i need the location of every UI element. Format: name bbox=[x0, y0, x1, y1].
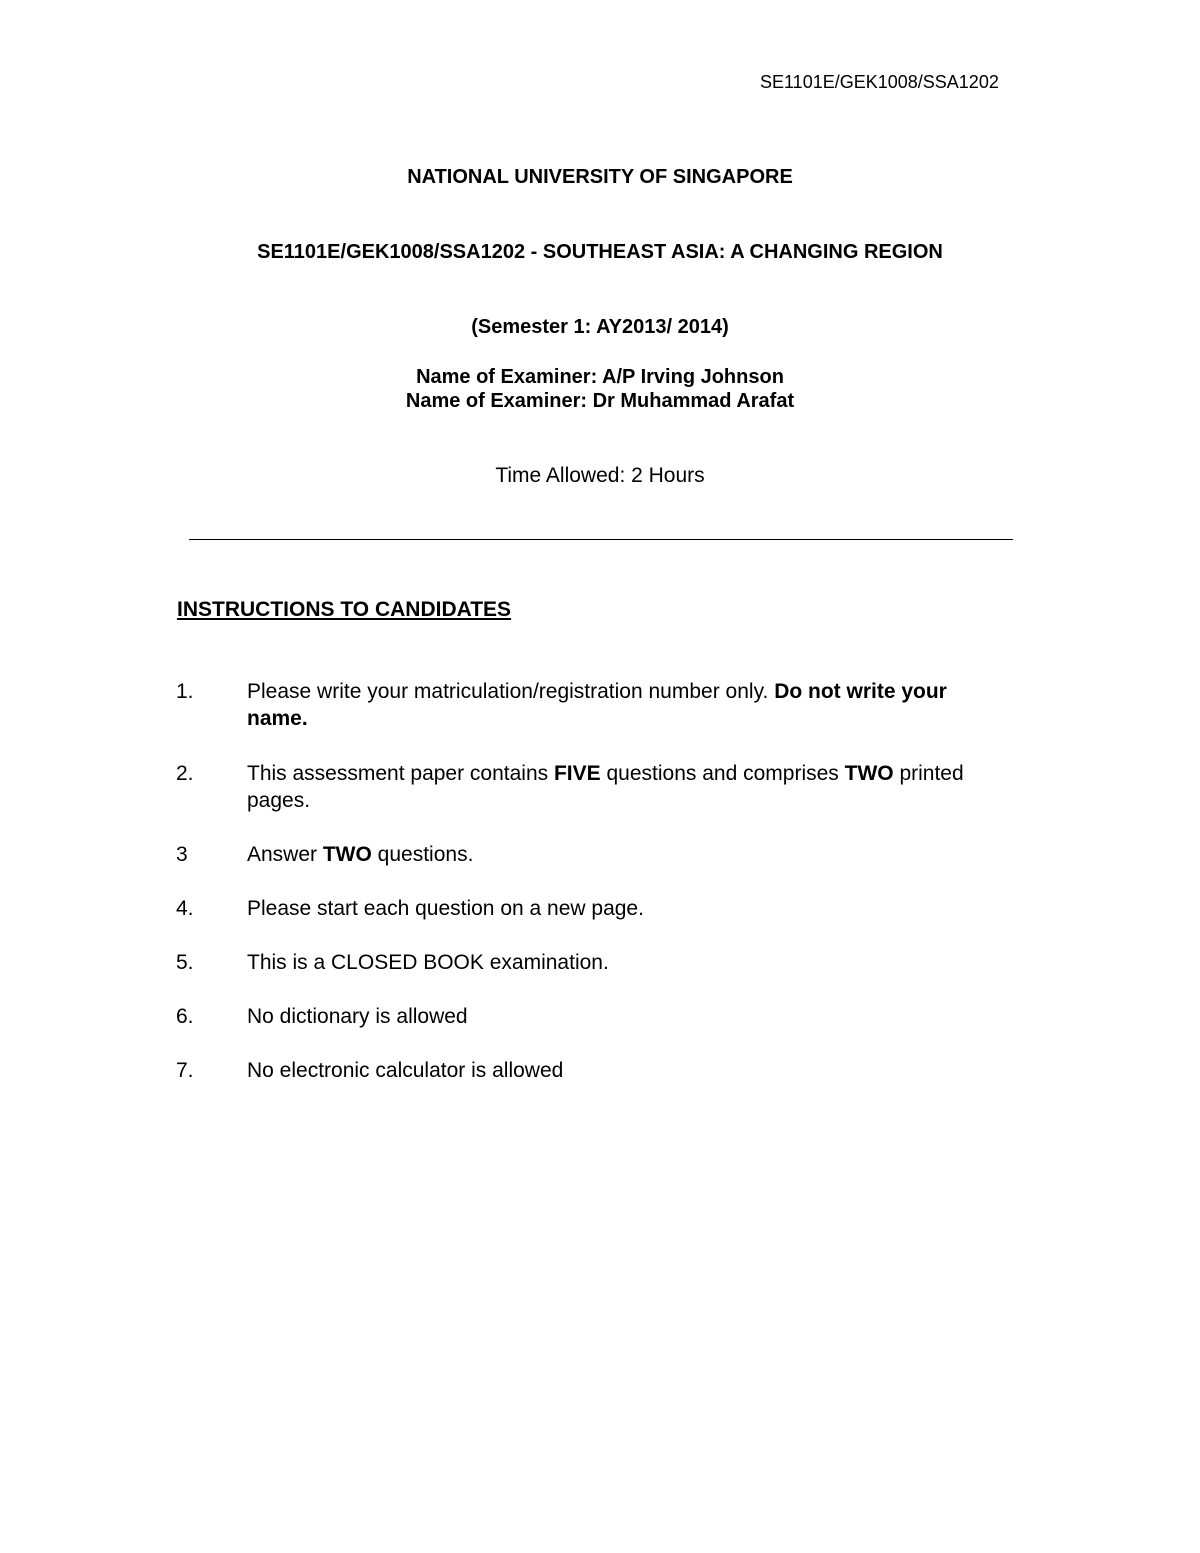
item-text-bold: TWO bbox=[844, 762, 894, 785]
item-text: No dictionary is allowed bbox=[247, 1005, 468, 1028]
item-text bbox=[247, 678, 987, 732]
item-text bbox=[247, 760, 987, 814]
examiner-1: Name of Examiner: A/P Irving Johnson bbox=[416, 366, 784, 388]
item-number: 2. bbox=[176, 762, 194, 785]
university-name: NATIONAL UNIVERSITY OF SINGAPORE bbox=[407, 166, 793, 188]
item-text-part: questions. bbox=[371, 843, 474, 866]
item-text-bold: FIVE bbox=[553, 762, 601, 785]
item-text: No electronic calculator is allowed bbox=[247, 1059, 564, 1082]
examiner-2: Name of Examiner: Dr Muhammad Arafat bbox=[405, 390, 795, 412]
item-text-part: Please write your matriculation/registration number only. bbox=[247, 680, 775, 703]
item-text: Please start each question on a new page. bbox=[247, 897, 644, 920]
course-title: SE1101E/GEK1008/SSA1202 - SOUTHEAST ASIA: A CHANGING REGION bbox=[257, 241, 943, 263]
instructions-heading: INSTRUCTIONS TO CANDIDATES bbox=[177, 598, 512, 621]
time-allowed: Time Allowed: 2 Hours bbox=[495, 464, 705, 487]
item-number: 4. bbox=[176, 897, 194, 920]
item-text-bold: TWO bbox=[322, 843, 372, 866]
item-text: This is a CLOSED BOOK examination. bbox=[247, 951, 609, 974]
item-number: 1. bbox=[176, 680, 194, 703]
semester: (Semester 1: AY2013/ 2014) bbox=[471, 316, 729, 338]
item-number: 6. bbox=[176, 1005, 194, 1028]
item-text-bold: Do not write your name. bbox=[247, 680, 947, 730]
item-text-part: questions and comprises bbox=[600, 762, 845, 785]
item-text-part: Answer bbox=[247, 843, 323, 866]
item-number: 7. bbox=[176, 1059, 194, 1082]
item-number: 3 bbox=[176, 843, 188, 866]
item-text bbox=[247, 841, 987, 868]
divider bbox=[189, 539, 1013, 540]
item-text-part: This assessment paper contains bbox=[247, 762, 554, 785]
page-code: SE1101E/GEK1008/SSA1202 bbox=[760, 72, 999, 92]
item-text-part: printed pages. bbox=[247, 762, 964, 812]
item-number: 5. bbox=[176, 951, 194, 974]
